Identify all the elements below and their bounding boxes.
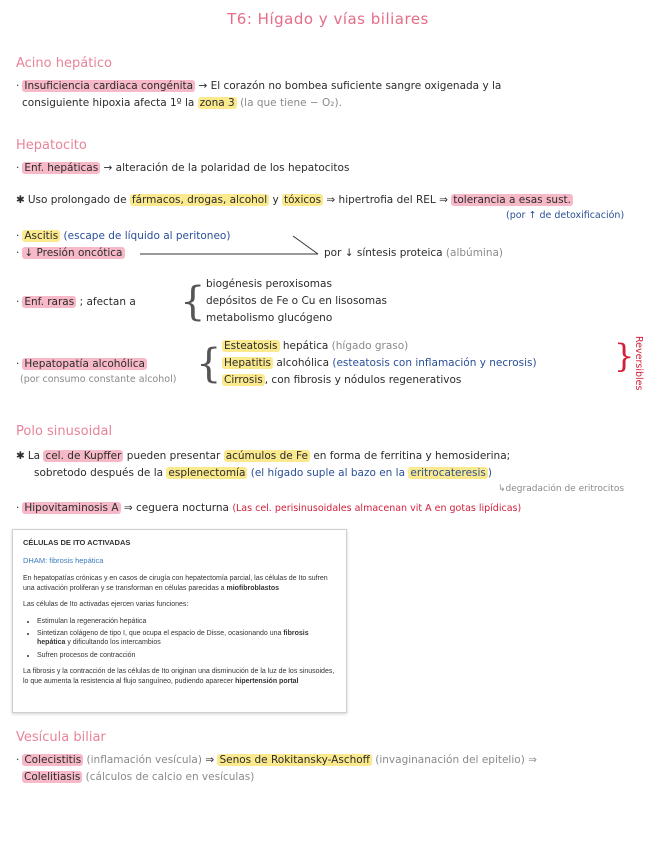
box-list-item: • Estimulan la regeneración hepática [37,617,336,626]
term-esplenectomia: esplenectomía [168,467,246,479]
ito-info-box [12,529,347,713]
box-list-item: • Sufren procesos de contracción [37,651,336,660]
enf-hepaticas-line: · Enf. hepáticas → alteración de la polaridad de los hepatocitos [16,162,350,174]
enf-hepaticas-text: alteración de la polaridad de los hepatocitos [115,162,350,174]
reversibles-label: Reversibles [633,335,644,391]
box-p3-bold: hipertensión portal [235,677,299,685]
hep-item-1-rest: hepática [282,340,329,352]
box-li2-post: y dificultando los intercambios [65,639,161,647]
degradacion-text: degradación de eritrocitos [505,484,625,494]
box-list-item [37,629,336,648]
term-cirrosis: Cirrosis [224,374,263,386]
box-paragraph-2: Las células de Ito activadas ejercen varias funciones: [23,601,189,609]
box-li2-bold: fibrosis hepática [37,630,309,647]
term-senos-rokitansky: Senos de Rokitansky-Aschoff [219,754,370,766]
brace-raras: { [180,279,206,325]
ascitis-arrow [138,232,338,262]
term-esteatosis: Esteatosis [224,340,278,352]
term-colelitiasis: Colelitiasis [24,771,81,783]
page-title: T6: Hígado y vías biliares [227,10,429,28]
box-p1-text: En hepatopatías crónicas y en casos de cirugía con hepatectomía parcial, las células de Ito sufren una activación proliferan y se transforman en células parecidas a [23,575,328,592]
kupffer-post: en forma de ferritina y hemosiderina; [313,450,511,462]
senos-note: (invaginanación del epitelio) ⇒ [375,754,537,766]
brace-reversibles: } [614,337,635,375]
term-enf-raras: Enf. raras [24,296,75,308]
hep-item-2 [222,357,537,369]
box-paragraph-1 [23,574,336,593]
hipovit-text: ⇒ ceguera nocturna [123,502,229,514]
box-paragraph-3 [23,667,336,686]
colelitiasis-line [22,771,254,783]
ascitis-note: (escape de líquido al peritoneo) [63,230,231,242]
term-ascitis: Ascitis [24,230,59,242]
term-colecistitis: Colecistitis [24,754,82,766]
sintesis-pre: por ↓ síntesis proteica [324,247,443,259]
box-title: CÉLULAS DE ITO ACTIVADAS [23,538,131,547]
degradacion-note: ↳degradación de eritrocitos [498,484,625,494]
colecistitis-note: (inflamación vesícula) [86,754,202,766]
uso-toxicos: tóxicos [284,194,322,206]
hep-item-1-note: (hígado graso) [331,340,409,352]
colelitiasis-note: (cálculos de calcio en vesículas) [85,771,255,783]
presion-line: · ↓ Presión oncótica [16,247,123,259]
kupffer2-note: (el hígado suple al bazo en la [250,467,406,479]
kupffer-pre: La [27,450,41,462]
kupffer-mid: pueden presentar [126,450,221,462]
uso-line: ✱ Uso prolongado de fármacos, drogas, alcohol y tóxicos ⇒ hipertrofia del REL ⇒ tolerancia a esas sust. [16,194,572,206]
term-acumulos-fe: acúmulos de Fe [225,450,308,462]
box-subtitle: DHAM: fibrosis hepática [23,556,104,566]
acino-text: El corazón no bombea suficiente sangre oxigenada y la [210,80,502,92]
hep-item-2-rest: alcohólica [276,357,330,369]
ascitis-line: · Ascitis (escape de líquido al peritoneo) [16,230,231,242]
kupffer-line-1: ✱ La cel. de Kupffer pueden presentar acúmulos de Fe en forma de ferritina y hemosiderina; [16,450,511,462]
hipovit-line: · Hipovitaminosis A ⇒ ceguera nocturna (Las cel. perisinusoidales almacenan vit A en gotas lipídicas) [16,502,522,514]
acino-line-2 [22,97,342,109]
uso-tolerancia: tolerancia a esas sust. [453,194,572,206]
kupffer2-pre: sobretodo después de la [34,467,164,479]
enf-raras-line: · Enf. raras ; afectan a [16,296,136,308]
zona-3: zona 3 [199,97,235,109]
raras-item-3: metabolismo glucógeno [206,312,333,324]
acino-line-1: · Insuficiencia cardiaca congénita → El corazón no bombea suficiente sangre oxigenada y la [16,80,502,92]
hep-item-3-rest: , con fibrosis y nódulos regenerativos [264,374,462,386]
section-heading-vesicula: Vesícula biliar [16,730,106,745]
box-p3-text: La fibrosis y la contracción de las células de Ito originan una disminución de la luz de los sinusoides, lo que aumenta la resistencia al flujo sanguíneo, pudiendo aparecer [23,668,335,685]
hepatopatia-line: · Hepatopatía alcohólica [16,358,145,370]
hepatopatia-note: (por consumo constante alcohol) [20,374,177,385]
uso-y: y [272,194,279,206]
section-heading-hepatocito: Hepatocito [16,138,87,153]
term-insuficiencia: Insuficiencia cardiaca congénita [24,80,194,92]
term-hipovitaminosis: Hipovitaminosis A [24,502,119,514]
colecistitis-line: · Colecistitis (inflamación vesícula) ⇒ Senos de Rokitansky-Aschoff (invaginanación del epitelio) ⇒ [16,754,537,766]
hep-item-3 [222,374,461,386]
term-presion-oncotica: ↓ Presión oncótica [24,247,123,259]
box-p1-bold: miofibroblastos [226,584,280,592]
term-kupffer: cel. de Kupffer [45,450,122,462]
hep-item-2-note: (esteatosis con inflamación y necrosis) [332,357,537,369]
uso-mid: ⇒ hipertrofia del REL ⇒ [326,194,448,206]
sintesis-note: (albúmina) [445,247,504,259]
brace-hepatopatia: { [196,341,222,387]
uso-farmacos: fármacos, drogas, alcohol [131,194,268,206]
term-hepatitis: Hepatitis [224,357,271,369]
acino-pre: consiguiente hipoxia afecta 1º la [22,97,195,109]
box-li2-text: Sintetizan colágeno de tipo I, que ocupa el espacio de Disse, ocasionando una [37,630,284,637]
enf-raras-text: ; afectan a [79,296,136,308]
uso-pre: Uso prolongado de [27,194,127,206]
box-function-list [23,617,336,661]
raras-item-2: depósitos de Fe o Cu en lisosomas [206,295,387,307]
hipovit-note: (Las cel. perisinusoidales almacenan vit A en gotas lipídicas) [232,503,522,514]
uso-note: (por ↑ de detoxificación) [506,210,625,221]
term-enf-hepaticas: Enf. hepáticas [24,162,99,174]
colecistitis-arrow: ⇒ [205,754,215,766]
kupffer2-close: ) [487,467,492,479]
hep-item-1 [222,340,408,352]
term-hepatopatia: Hepatopatía alcohólica [24,358,145,370]
section-heading-acino: Acino hepático [16,56,113,71]
raras-item-1: biogénesis peroxisomas [206,278,332,290]
section-heading-polo: Polo sinusoidal [16,424,113,439]
kupffer-line-2 [34,467,492,479]
term-eritrocateresis: eritrocateresis [410,467,486,479]
sintesis-line [324,247,503,259]
acino-note: (la que tiene − O₂). [240,97,342,109]
